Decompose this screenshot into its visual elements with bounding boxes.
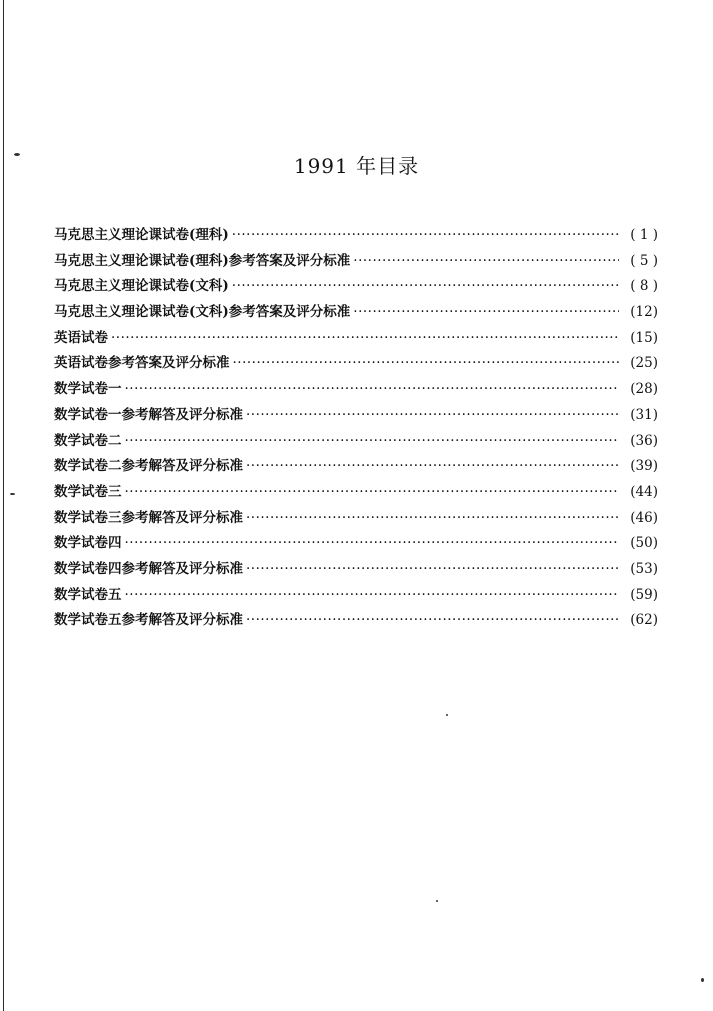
toc-entry[interactable]	[54, 326, 658, 352]
toc-entry[interactable]	[54, 557, 658, 583]
toc-page-number: (15)	[630, 329, 658, 346]
toc-entry-title: 马克思主义理论课试卷(理科)参考答案及评分标准	[54, 252, 351, 269]
toc-entry[interactable]	[54, 274, 658, 300]
toc-page-number: (36)	[630, 432, 658, 449]
toc-entry[interactable]	[54, 223, 658, 249]
scan-speck	[436, 900, 438, 902]
toc-leader-dots	[246, 458, 619, 474]
toc-entry-title: 数学试卷五参考解答及评分标准	[54, 612, 243, 629]
toc-entry[interactable]	[54, 583, 658, 609]
toc-leader-dots	[232, 227, 619, 243]
toc-entry-title: 马克思主义理论课试卷(理科)	[54, 227, 229, 243]
toc-entry-title: 数学试卷四参考解答及评分标准	[54, 560, 243, 577]
toc-leader-dots	[353, 253, 619, 269]
toc-page-number: (25)	[630, 355, 658, 372]
scan-speck	[10, 493, 15, 495]
toc-page-number: (44)	[630, 483, 658, 500]
toc-leader-dots	[232, 278, 619, 294]
toc-page-number: ( 8 )	[630, 278, 658, 295]
toc-entry[interactable]	[54, 300, 658, 326]
toc-entry-title: 数学试卷二参考解答及评分标准	[54, 458, 243, 475]
toc-leader-dots	[233, 355, 620, 371]
toc-page-number: (31)	[630, 406, 658, 423]
toc-leader-dots	[125, 587, 620, 603]
toc-page-number: (12)	[630, 304, 658, 321]
scan-speck	[446, 714, 448, 716]
toc-page-number: ( 5 )	[630, 252, 658, 269]
toc-leader-dots	[125, 484, 620, 500]
toc-page-number: (50)	[630, 535, 658, 552]
toc-leader-dots	[111, 330, 619, 346]
toc-entry-title: 数学试卷一	[54, 381, 122, 398]
toc-entry[interactable]	[54, 480, 658, 506]
toc-entry-title: 数学试卷三参考解答及评分标准	[54, 509, 243, 526]
toc-leader-dots	[125, 381, 620, 397]
toc-entry-title: 马克思主义理论课试卷(文科)参考答案及评分标准	[54, 304, 351, 321]
toc-page-number: ( 1 )	[630, 227, 658, 243]
toc-page-number: (59)	[630, 586, 658, 603]
scan-speck	[701, 978, 704, 982]
toc-leader-dots	[125, 535, 620, 551]
toc-entry-title: 马克思主义理论课试卷(文科)	[54, 278, 229, 295]
toc-leader-dots	[246, 407, 619, 423]
toc-entry[interactable]	[54, 377, 658, 403]
toc-entry[interactable]	[54, 351, 658, 377]
toc-entry[interactable]	[54, 429, 658, 455]
toc-page-number: (28)	[630, 381, 658, 398]
toc-entry-title: 英语试卷	[54, 329, 108, 346]
toc-entry-title: 数学试卷一参考解答及评分标准	[54, 406, 243, 423]
toc-entry-title: 英语试卷参考答案及评分标准	[54, 355, 230, 372]
toc-entry-title: 数学试卷五	[54, 586, 122, 603]
toc-entry-title: 数学试卷二	[54, 432, 122, 449]
toc-page-number: (46)	[630, 509, 658, 526]
toc-entry[interactable]	[54, 531, 658, 557]
toc-entry-title: 数学试卷三	[54, 483, 122, 500]
toc-leader-dots	[125, 433, 620, 449]
toc-entry-title: 数学试卷四	[54, 535, 122, 552]
toc-page-number: (53)	[630, 560, 658, 577]
toc-entry[interactable]	[54, 506, 658, 532]
toc-leader-dots	[353, 304, 619, 320]
toc-page-number: (39)	[630, 458, 658, 475]
toc-page-number: (62)	[630, 612, 658, 629]
toc-leader-dots	[246, 612, 619, 628]
table-of-contents	[54, 223, 658, 634]
toc-entry[interactable]	[54, 403, 658, 429]
toc-entry[interactable]	[54, 608, 658, 634]
toc-leader-dots	[246, 561, 619, 577]
toc-entry[interactable]	[54, 249, 658, 275]
toc-entry[interactable]	[54, 454, 658, 480]
toc-leader-dots	[246, 510, 619, 526]
page-title: 1991 年目录	[293, 154, 420, 178]
